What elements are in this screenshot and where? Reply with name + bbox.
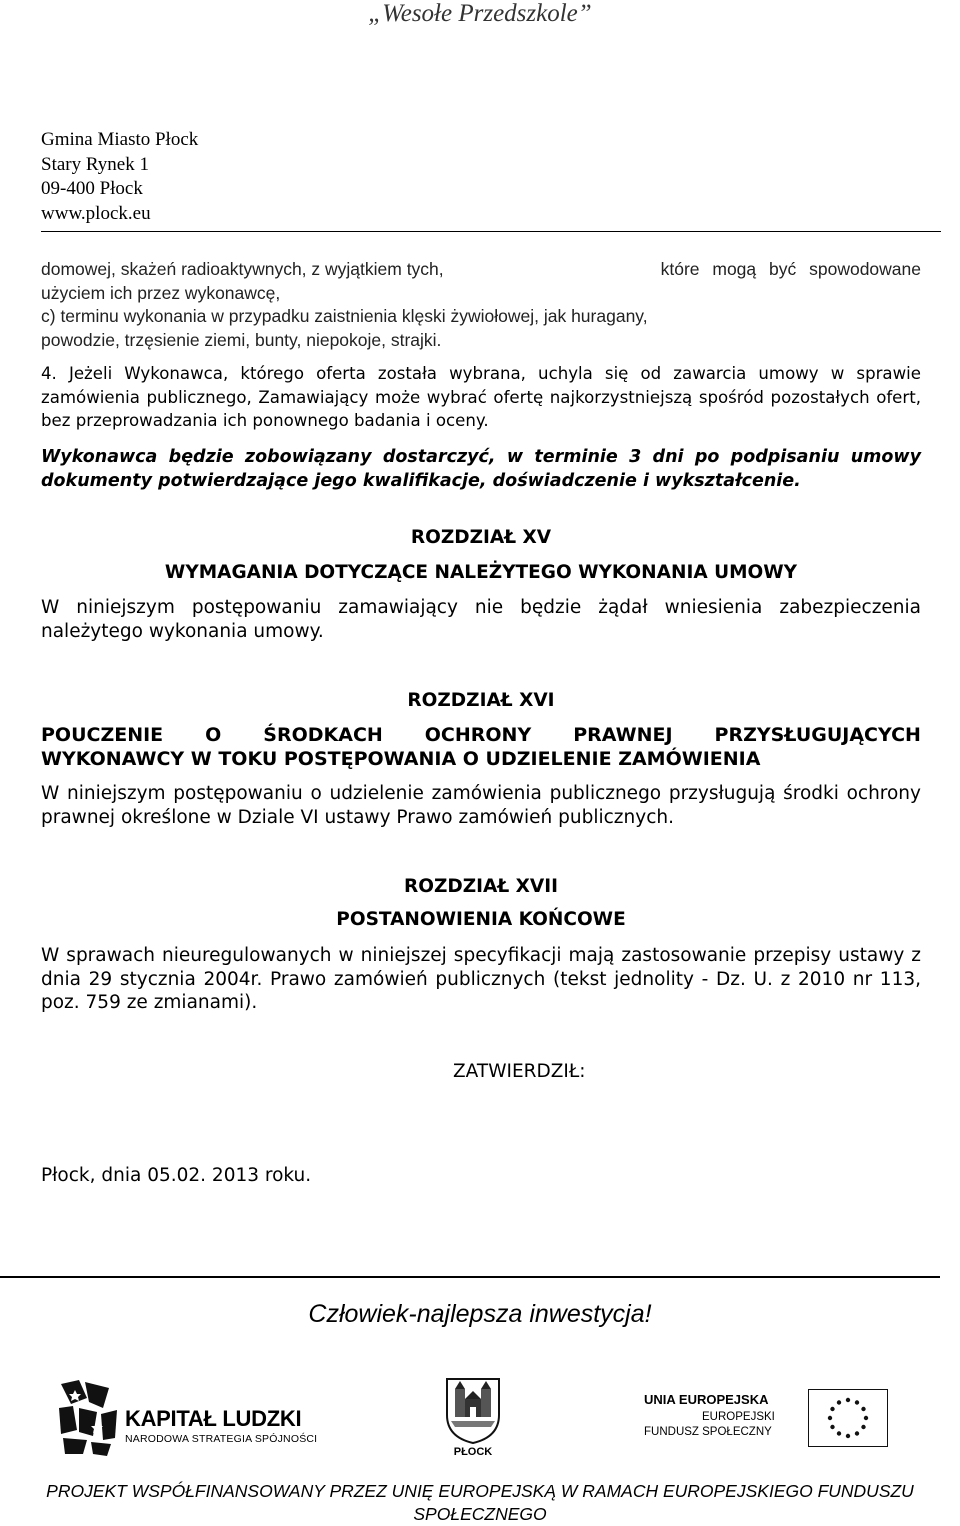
title-word: ŚRODKACH: [263, 724, 383, 746]
kapital-ludzki-logo: [57, 1378, 318, 1456]
address-line: 09-400 Płock: [41, 178, 143, 199]
contractor-refusal-paragraph: 4. Jeżeli Wykonawca, którego oferta została wybrana, uchyla się od zawarcia umowy w sprawie zamówienia publicznego, Zamawiający może wybrać ofertę najkorzystniejszą spośród pozostałych ofert, bez przeprowadzania ich ponownego badania i oceny.: [41, 364, 921, 430]
contractor-obligation-paragraph: Wykonawca będzie zobowiązany dostarczyć, w terminie 3 dni po podpisaniu umowy dokumenty potwierdzające jego kwalifikacje, doświadczenie i wykształcenie.: [41, 447, 921, 491]
chapter-16-title: [41, 723, 921, 771]
project-funding-footer: [40, 1480, 920, 1526]
chapter-15-body: W niniejszym postępowaniu zamawiający nie będzie żądał wniesienia zabezpieczenia należytego wykonania umowy.: [41, 597, 921, 642]
title-line: WYKONAWCY W TOKU POSTĘPOWANIA O UDZIELENIE ZAMÓWIENIA: [41, 748, 761, 770]
footer-divider: [0, 1276, 940, 1278]
text-line: użyciem ich przez wykonawcę,: [41, 282, 281, 303]
plock-coat-of-arms-icon: [443, 1375, 503, 1445]
text-line: c) terminu wykonania w przypadku zaistnienia klęski żywiołowej, jak huragany,: [41, 306, 648, 326]
text-fragment: które mogą być spowodowane: [660, 259, 921, 279]
force-majeure-paragraph: [41, 258, 921, 352]
chapter-17-body: W sprawach nieuregulowanych w niniejszej specyfikacji mają zastosowanie przepisy ustawy z dnia 29 stycznia 2004r. Prawo zamówień publicznych (tekst jednolity - Dz. U. z 2010 nr 113, poz. 759 ze zmianami).: [41, 945, 921, 1013]
chapter-15-title: WYMAGANIA DOTYCZĄCE NALEŻYTEGO WYKONANIA UMOWY: [164, 562, 798, 583]
title-word: PRZYSŁUGUJĄCYCH: [714, 724, 921, 746]
approval-label: ZATWIERDZIŁ:: [453, 1061, 586, 1082]
chapter-15-heading: ROZDZIAŁ XV: [410, 527, 552, 548]
text-fragment: domowej, skażeń radioaktywnych, z wyjątkiem tych,: [41, 259, 444, 279]
eu-subtitle-1: EUROPEJSKI: [702, 1411, 775, 1423]
address-line: Stary Rynek 1: [41, 153, 149, 175]
eu-flag-icon: [808, 1389, 888, 1447]
document-header-title: „Wesołe Przedszkole”: [368, 0, 592, 27]
kapital-ludzki-emblem-icon: [57, 1378, 119, 1456]
chapter-16-body: W niniejszym postępowaniu o udzielenie zamówienia publicznego przysługują środki ochrony prawnej określone w Dziale VI ustawy Prawo zamówień publicznych.: [41, 783, 921, 828]
plock-coat-of-arms-logo: [443, 1375, 503, 1461]
eu-subtitle-2: FUNDUSZ SPOŁECZNY: [644, 1426, 772, 1438]
kapital-ludzki-title: KAPITAŁ LUDZKI: [125, 1406, 302, 1431]
footer-line: SPOŁECZNEGO: [413, 1504, 547, 1524]
chapter-16-heading: ROZDZIAŁ XVI: [407, 690, 555, 711]
header-divider: [41, 231, 941, 232]
title-word: O: [205, 724, 222, 746]
title-word: POUCZENIE: [41, 724, 164, 746]
title-word: PRAWNEJ: [573, 724, 673, 746]
motto: Człowiek-najlepsza inwestycja!: [308, 1300, 652, 1328]
kapital-ludzki-subtitle: NARODOWA STRATEGIA SPÓJNOŚCI: [125, 1433, 318, 1445]
plock-label: PŁOCK: [453, 1446, 493, 1458]
address-website: www.plock.eu: [41, 202, 151, 224]
eu-fund-logo: [644, 1389, 892, 1453]
address-block: [41, 128, 198, 226]
footer-line: PROJEKT WSPÓŁFINANSOWANY PRZEZ UNIĘ EUROPEJSKĄ W RAMACH EUROPEJSKIEGO FUNDUSZU: [46, 1481, 914, 1501]
title-word: OCHRONY: [424, 724, 532, 746]
chapter-17-title: POSTANOWIENIA KOŃCOWE: [336, 909, 626, 930]
address-line: Gmina Miasto Płock: [41, 129, 199, 150]
eu-title: UNIA EUROPEJSKA: [644, 1392, 769, 1407]
text-line: powodzie, trzęsienie ziemi, bunty, niepokoje, strajki.: [41, 329, 442, 350]
place-and-date: Płock, dnia 05.02. 2013 roku.: [41, 1165, 312, 1186]
chapter-17-heading: ROZDZIAŁ XVII: [403, 876, 559, 897]
